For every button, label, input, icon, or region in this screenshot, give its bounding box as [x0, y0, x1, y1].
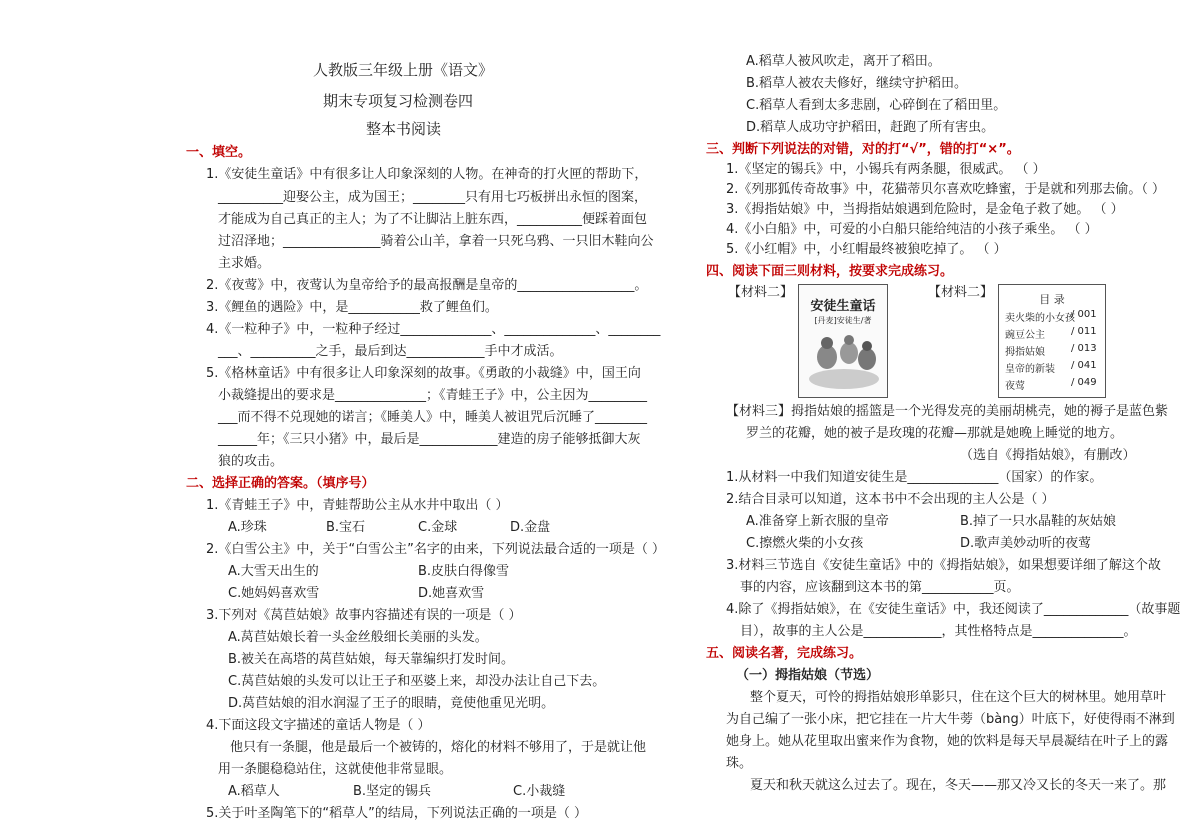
toc-item-page: / 001: [1071, 309, 1097, 320]
doc-section-title: 整本书阅读: [366, 120, 442, 138]
doc-title: 人教版三年级上册《语文》: [313, 61, 494, 79]
section-heading-5: 五、阅读名著，完成练习。: [706, 646, 863, 661]
option: A.大雪天出生的: [228, 564, 319, 579]
toc-item-name: 卖火柴的小女孩: [1005, 313, 1075, 324]
question-line: 3.下列对《莴苣姑娘》故事内容描述有误的一项是（ ）: [206, 608, 522, 623]
option: A.珍珠: [228, 520, 267, 535]
quote-line: 用一条腿稳稳站住，这就使他非常显眼。: [218, 762, 453, 777]
book-author: [丹麦]安徒生/著: [814, 316, 872, 325]
question-line: 1.从材料一中我们知道安徒生是______________（国家）的作家。: [726, 470, 1103, 485]
option: B.宝石: [326, 520, 366, 535]
option: B.坚定的锡兵: [353, 784, 432, 799]
passage-heading: （一）拇指姑娘（节选）: [736, 668, 880, 683]
question-line: 过沼泽地；_______________骑着公山羊，拿着一只死乌鸦、一只旧木鞋向公: [218, 234, 654, 249]
passage-line: 夏天和秋天就这么过去了。现在，冬天——那又冷又长的冬天一来了。那: [750, 778, 1167, 793]
option: C.莴苣姑娘的头发可以让王子和巫婆上来，却没办法让自己下去。: [228, 674, 606, 689]
question-line: 1.《安徒生童话》中有很多让人印象深刻的人物。在神奇的打火匣的帮助下，: [206, 167, 648, 182]
toc-item-page: / 041: [1071, 360, 1097, 371]
question-line: 2.《夜莺》中，夜莺认为皇帝给予的最高报酬是皇帝的__________________。: [206, 278, 648, 293]
judge-line: 4.《小白船》中，可爱的小白船只能给纯洁的小孩子乘坐。 （ ）: [726, 222, 1098, 237]
question-line: 才能成为自己真正的主人；为了不让脚沾上脏东西，__________便踩着面包: [218, 212, 648, 227]
question-line: 主求婚。: [218, 256, 271, 271]
question-line: 4.《一粒种子》中，一粒种子经过______________、______________、________: [206, 322, 661, 337]
book-cover-image: [798, 284, 888, 398]
passage-line: 整个夏天，可怜的拇指姑娘形单影只，住在这个巨大的树林里。她用草叶: [750, 690, 1167, 705]
option: C.小裁缝: [513, 784, 566, 799]
judge-line: 1.《坚定的锡兵》中，小锡兵有两条腿，很威武。 （ ）: [726, 162, 1046, 177]
question-line: 狼的攻击。: [218, 454, 284, 469]
material-label: 【材料二】: [928, 285, 994, 300]
question-line: ______年；《三只小猪》中，最后是____________建造的房子能够抵御大灰: [218, 432, 641, 447]
option: B.稻草人被农夫修好，继续守护稻田。: [746, 76, 968, 91]
doc-subtitle: 期末专项复习检测卷四: [323, 92, 474, 110]
question-line: 4.除了《拇指姑娘》，在《安徒生童话》中，我还阅读了_____________（故事题: [726, 602, 1181, 617]
option: B.皮肤白得像雪: [418, 564, 510, 579]
section-heading-1: 一、填空。: [186, 145, 252, 160]
toc-item-page: / 013: [1071, 343, 1097, 354]
passage-line: 珠。: [726, 756, 753, 771]
quote-line: 他只有一条腿，他是最后一个被铸的，熔化的材料不够用了，于是就让他: [230, 740, 647, 755]
question-line: 5.《格林童话》中有很多让人印象深刻的故事。《勇敢的小裁缝》中，国王向: [206, 366, 641, 381]
option: A.稻草人被风吹走，离开了稻田。: [746, 54, 941, 69]
option: A.莴苣姑娘长着一头金丝般细长美丽的头发。: [228, 630, 488, 645]
question-line: 目），故事的主人公是____________，其性格特点是______________。: [740, 624, 1137, 639]
material-text: 罗兰的花瓣，她的被子是玫瑰的花瓣—那就是她晚上睡觉的地方。: [746, 426, 1124, 441]
question-line: 5.关于叶圣陶笔下的“稻草人”的结局，下列说法正确的一项是（ ）: [206, 806, 588, 821]
material-source: （选自《拇指姑娘》，有删改）: [960, 448, 1136, 463]
toc-item-page: / 049: [1071, 377, 1097, 388]
toc-item-page: / 011: [1071, 326, 1097, 337]
option: D.稻草人成功守护稻田，赶跑了所有害虫。: [746, 120, 995, 135]
question-line: 2.《白雪公主》中，关于“白雪公主”名字的由来，下列说法最合适的一项是（ ）: [206, 542, 666, 557]
section-heading-2: 二、选择正确的答案。（填序号）: [186, 476, 375, 491]
toc-item-name: 夜莺: [1005, 381, 1025, 392]
option: C.金球: [418, 520, 458, 535]
option: D.她喜欢雪: [418, 586, 485, 601]
judge-line: 3.《拇指姑娘》中，当拇指姑娘遇到危险时，是金龟子救了她。 （ ）: [726, 202, 1124, 217]
material-text: 【材料三】拇指姑娘的摇篮是一个光得发亮的美丽胡桃壳，她的褥子是蓝色紫: [726, 404, 1169, 419]
option: B.掉了一只水晶鞋的灰姑娘: [960, 514, 1117, 529]
option: C.她妈妈喜欢雪: [228, 586, 320, 601]
judge-line: 5.《小红帽》中，小红帽最终被狼吃掉了。 （ ）: [726, 242, 1007, 257]
option: C.稻草人看到太多悲剧，心碎倒在了稻田里。: [746, 98, 1007, 113]
option: A.准备穿上新衣服的皇帝: [746, 514, 889, 529]
book-title: 安徒生童话: [810, 299, 876, 314]
toc-item-name: 拇指姑娘: [1005, 347, 1045, 358]
option: B.被关在高塔的莴苣姑娘，每天靠编织打发时间。: [228, 652, 515, 667]
toc-item-name: 皇帝的新装: [1005, 364, 1055, 375]
question-line: 4.下面这段文字描述的童话人物是（ ）: [206, 718, 431, 733]
option: D.歌声美妙动听的夜莺: [960, 536, 1092, 551]
question-line: 1.《青蛙王子》中，青蛙帮助公主从水井中取出（ ）: [206, 498, 509, 513]
question-line: 事的内容，应该翻到这本书的第___________页。: [740, 580, 1020, 595]
question-line: __________迎娶公主，成为国王；________只有用七巧板拼出永恒的图案，: [218, 190, 648, 205]
question-line: 3.《鲤鱼的遇险》中，是___________救了鲤鱼们。: [206, 300, 498, 315]
toc-title: 目 录: [1039, 293, 1065, 306]
section-heading-4: 四、阅读下面三则材料，按要求完成练习。: [706, 264, 954, 279]
option: D.莴苣姑娘的泪水润湿了王子的眼睛，竟使他重见光明。: [228, 696, 555, 711]
question-line: 3.材料三节选自《安徒生童话》中的《拇指姑娘》，如果想要详细了解这个故: [726, 558, 1161, 573]
toc-item-name: 豌豆公主: [1005, 330, 1045, 341]
passage-line: 她身上。她从花里取出蜜来作为食物，她的饮料是每天早晨凝结在叶子上的露: [726, 734, 1169, 749]
option: C.擦燃火柴的小女孩: [746, 536, 864, 551]
question-line: 小裁缝提出的要求是______________；《青蛙王子》中，公主因为_________: [218, 388, 648, 403]
question-line: 2.结合目录可以知道，这本书中不会出现的主人公是（ ）: [726, 492, 1055, 507]
option: A.稻草人: [228, 784, 280, 799]
material-label: 【材料二】: [728, 285, 794, 300]
question-line: ___而不得不兑现她的诺言；《睡美人》中，睡美人被诅咒后沉睡了________: [218, 410, 648, 425]
toc-image: [998, 284, 1106, 398]
option: D.金盘: [510, 520, 551, 535]
ducks-illustration: [807, 329, 881, 391]
passage-line: 为自己编了一张小床，把它挂在一片大牛蒡（bàng）叶底下，好使得雨不淋到: [726, 712, 1175, 727]
section-heading-3: 三、判断下列说法的对错，对的打“√”，错的打“×”。: [706, 142, 1020, 157]
question-line: ___、__________之手，最后到达____________手中才成活。: [218, 344, 563, 359]
judge-line: 2.《列那狐传奇故事》中，花猫蒂贝尔喜欢吃蜂蜜，于是就和列那去偷。（ ）: [726, 182, 1166, 197]
